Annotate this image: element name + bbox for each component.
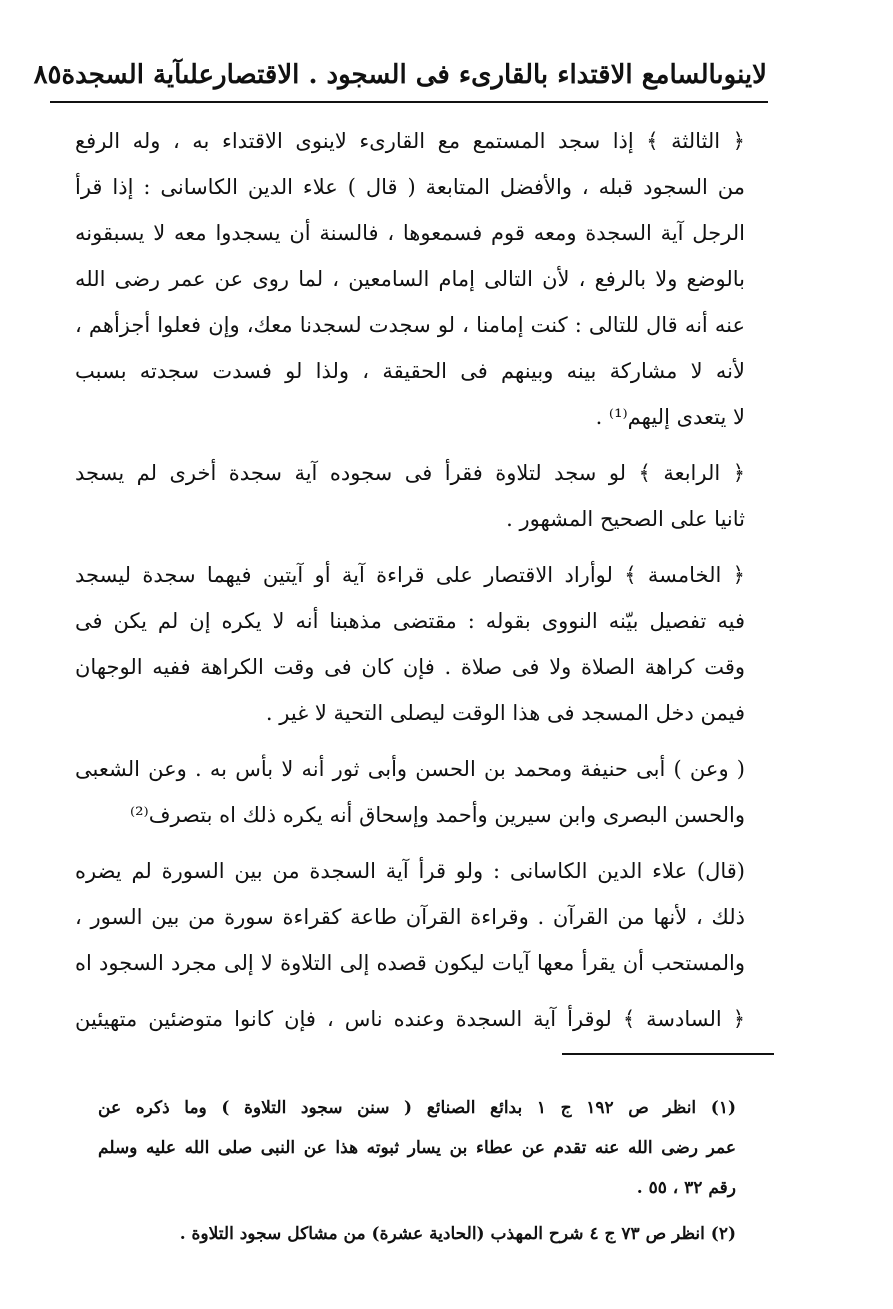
page-number: ٨٥ <box>33 60 62 90</box>
paragraph-opinions <box>75 746 745 838</box>
text-line: ﴿ السادسة ﴾ لوقرأ آية السجدة وعنده ناس ، فإن كانوا متوضئين متهيئين <box>75 1007 745 1031</box>
text-line: بالوضع ولا بالرفع ، لأن التالى إمام السامعين ، لما روى عن عمر رضى الله <box>75 267 745 291</box>
text-line: من السجود قبله ، والأفضل المتابعة ( قال ) علاء الدين الكاسانى : إذا قرأ <box>75 175 745 199</box>
footnote-line: رقم ٣٢ ، ٥٥ . <box>636 1178 736 1198</box>
running-title: لاينوىالسامع الاقتداء بالقارىء فى السجود . الاقتصارعلىآية السجدة <box>61 60 767 90</box>
text-line: ﴿ الرابعة ﴾ لو سجد لتلاوة فقرأ فى سجوده آية سجدة أخرى لم يسجد <box>75 461 745 485</box>
text-line: لأنه لا مشاركة بينه وبينهم فى الحقيقة ، ولذا لو فسدت سجدته بسبب <box>75 359 745 383</box>
footnote-1 <box>98 1088 736 1208</box>
text-line: والمستحب أن يقرأ معها آيات ليكون قصده إلى التلاوة لا إلى مجرد السجود اه <box>75 951 745 975</box>
text-line: عنه أنه قال للتالى : كنت إمامنا ، لو سجدت لسجدنا معك، وإن فعلوا أجزأهم ، <box>75 313 745 337</box>
footnotes <box>98 1088 736 1254</box>
text-line: (قال) علاء الدين الكاسانى : ولو قرأ آية السجدة من بين السورة لم يضره <box>75 859 745 883</box>
text-line: وقت كراهة الصلاة ولا فى صلاة . فإن كان فى وقت الكراهة ففيه الوجهان <box>75 655 745 679</box>
paragraph-kasani <box>75 848 745 986</box>
text-line: لا يتعدى إليهم⁽¹⁾ . <box>595 405 745 429</box>
text-line: الرجل آية السجدة ومعه قوم فسمعوها ، فالسنة أن يسجدوا معه لا يسبقونه <box>75 221 745 245</box>
paragraph-fifth <box>75 552 745 736</box>
footnote-line: (٢) انظر ص ٧٣ ج ٤ شرح المهذب (الحادية عشرة) من مشاكل سجود التلاوة . <box>179 1224 736 1244</box>
text-line: ﴿ الخامسة ﴾ لوأراد الاقتصار على قراءة آية أو آيتين فيهما سجدة ليسجد <box>75 563 745 587</box>
paragraph-third <box>75 118 745 440</box>
text-line: ذلك ، لأنها من القرآن . وقراءة القرآن طاعة كقراءة سورة من بين السور ، <box>75 905 745 929</box>
text-line: ﴿ الثالثة ﴾ إذا سجد المستمع مع القارىء لاينوى الاقتداء به ، وله الرفع <box>75 129 745 153</box>
footnote-2 <box>98 1214 736 1254</box>
page-header <box>33 52 767 98</box>
text-line: ثانيا على الصحيح المشهور . <box>506 507 745 531</box>
text-line: والحسن البصرى وابن سيرين وأحمد وإسحاق أنه يكره ذلك اه بتصرف⁽²⁾ <box>129 803 745 827</box>
text-line: فيه تفصيل بيّنه النووى بقوله : مقتضى مذهبنا أنه لا يكره إن لم يكن فى <box>75 609 745 633</box>
paragraph-fourth <box>75 450 745 542</box>
header-rule <box>50 101 768 103</box>
footnote-line: (١) انظر ص ١٩٢ ج ١ بدائع الصنائع ( سنن سجود التلاوة ) وما ذكره عن <box>98 1098 736 1118</box>
footnote-rule <box>562 1053 774 1055</box>
footnote-line: عمر رضى الله عنه تقدم عن عطاء بن يسار ثبوته هذا عن النبى صلى الله عليه وسلم <box>98 1138 736 1158</box>
main-text <box>75 118 745 1052</box>
text-line: فيمن دخل المسجد فى هذا الوقت ليصلى التحية لا غير . <box>265 701 745 725</box>
paragraph-sixth <box>75 996 745 1042</box>
text-line: ( وعن ) أبى حنيفة ومحمد بن الحسن وأبى ثور أنه لا بأس به . وعن الشعبى <box>75 757 745 781</box>
